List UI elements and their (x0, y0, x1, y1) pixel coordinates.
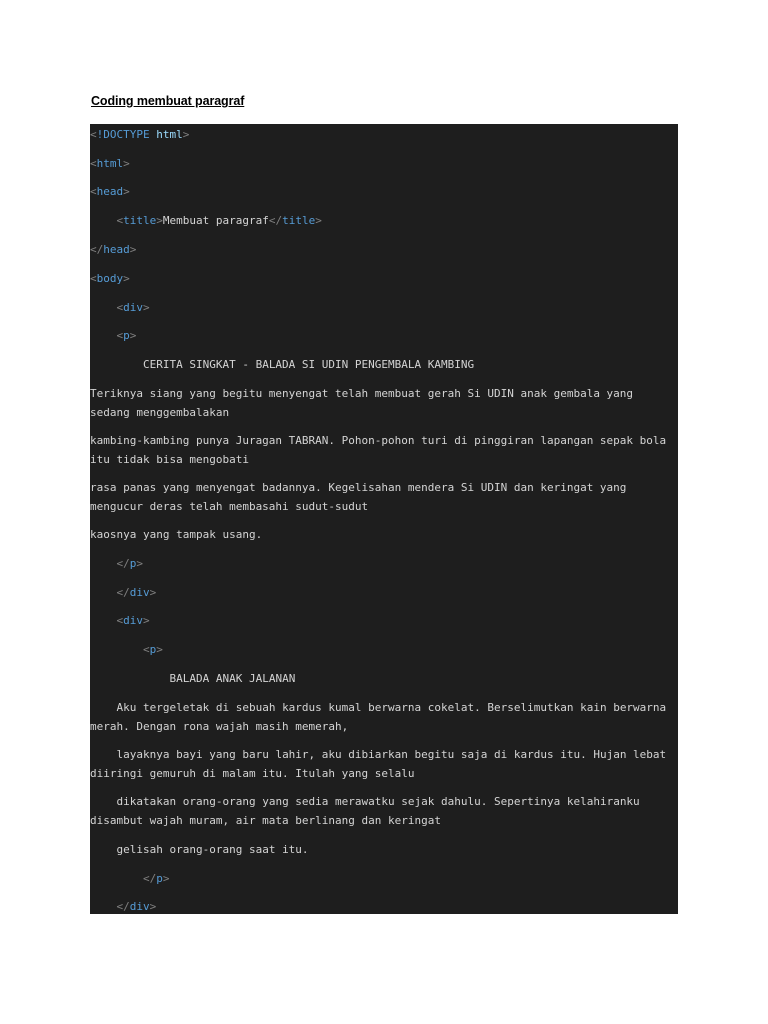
p-tag-name: p (123, 329, 130, 342)
story2-line-4: gelisah orang-orang saat itu. (116, 843, 309, 856)
story2-title: BALADA ANAK JALANAN (169, 672, 296, 685)
code-line-story1-2 (90, 431, 678, 469)
div2-close-tag-name: div (129, 900, 150, 913)
code-line-head-open: <head> (90, 185, 130, 198)
code-line-title: <title>Membuat paragraf</title> (116, 214, 322, 227)
title-close-tag-name: title (282, 214, 316, 227)
head-tag-name: head (96, 185, 124, 198)
code-line-div1-open: <div> (116, 301, 150, 314)
head-close-tag-name: head (103, 243, 130, 256)
doctype-value: html (156, 128, 183, 141)
code-line-story1-1 (90, 384, 678, 422)
story2-line-1: Aku tergeletak di sebuah kardus kumal berwarna cokelat. Berselimutkan kain berwarna merah. Dengan rona wajah masih memerah, (90, 701, 673, 733)
code-line-html-open: <html> (90, 157, 130, 170)
title-tag-name: title (123, 214, 157, 227)
body-tag-name: body (96, 272, 124, 285)
div-close-tag-name: div (129, 586, 150, 599)
div-tag-name: div (123, 301, 143, 314)
code-line-story2-title (90, 669, 678, 688)
code-line-head-close: </head> (90, 243, 137, 256)
div2-tag-name: div (123, 614, 143, 627)
code-line-p2-close: </p> (142, 872, 170, 885)
html-tag-name: html (96, 157, 124, 170)
code-line-story2-1 (90, 698, 678, 736)
code-line-div2-close: </div> (116, 900, 157, 913)
code-line-body-open: <body> (90, 272, 130, 285)
code-block (90, 124, 678, 914)
document-heading: Coding membuat paragraf (91, 94, 245, 108)
code-line-story2-2 (90, 745, 678, 783)
title-text: Membuat paragraf (162, 214, 269, 227)
code-line-p2-open: <p> (142, 643, 163, 656)
code-line-story2-3 (90, 792, 678, 830)
code-line-p1-close: </p> (116, 557, 143, 570)
code-line-story1-4 (90, 525, 678, 544)
doctype-keyword: !DOCTYPE (96, 128, 150, 141)
code-line-p1-open: <p> (116, 329, 137, 342)
code-line-story1-title (90, 355, 678, 374)
code-line-story1-3 (90, 478, 678, 516)
code-line-story2-4 (90, 840, 678, 859)
story1-line-2: kambing-kambing punya Juragan TABRAN. Pohon-pohon turi di pinggiran lapangan sepak bola itu tidak bisa mengobati (90, 434, 673, 466)
code-line-div2-open: <div> (116, 614, 150, 627)
story2-line-3: dikatakan orang-orang yang sedia merawatku sejak dahulu. Sepertinya kelahiranku disambut wajah muram, air mata berlinang dan keringat (90, 795, 647, 827)
story1-line-1: Teriknya siang yang begitu menyengat telah membuat gerah Si UDIN anak gembala yang sedang menggembalakan (90, 387, 640, 419)
story2-line-2: layaknya bayi yang baru lahir, aku dibiarkan begitu saja di kardus itu. Hujan lebat diiringi gemuruh di malam itu. Itulah yang selalu (90, 748, 673, 780)
story1-title: CERITA SINGKAT - BALADA SI UDIN PENGEMBALA KAMBING (142, 358, 475, 371)
p2-close-tag-name: p (156, 872, 163, 885)
code-line-div1-close: </div> (116, 586, 157, 599)
story1-line-3: rasa panas yang menyengat badannya. Kegelisahan mendera Si UDIN dan keringat yang mengucur deras telah membasahi sudut-sudut (90, 481, 634, 513)
story1-line-4: kaosnya yang tampak usang. (90, 528, 263, 541)
p2-tag-name: p (149, 643, 157, 656)
code-line-doctype: <!DOCTYPE html> (90, 128, 190, 141)
p-close-tag-name: p (129, 557, 137, 570)
